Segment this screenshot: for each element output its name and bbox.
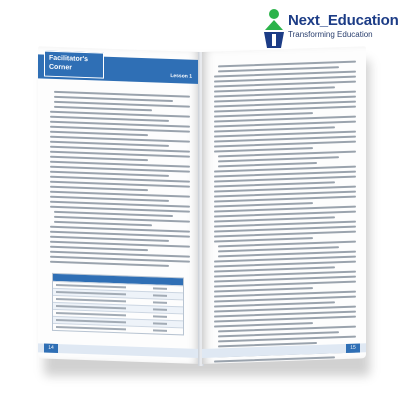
left-page [38, 46, 200, 364]
left-page-text-block [50, 91, 190, 271]
assessment-table [52, 273, 184, 336]
right-page [202, 46, 366, 364]
open-book [38, 52, 368, 370]
facilitator-corner-box [44, 51, 104, 79]
right-page-number: 15 [346, 343, 360, 352]
banner-title-line2: Corner [49, 63, 72, 72]
lesson-label: Lesson 1 [170, 72, 192, 80]
banner-title-line1: Facilitator's [49, 54, 89, 64]
left-page-number: 14 [44, 344, 58, 353]
next-education-logo-icon [262, 8, 286, 52]
brand-tagline: Transforming Education [288, 30, 373, 39]
left-footer-bar [38, 343, 200, 358]
right-page-text-block [214, 61, 356, 364]
brand-name: Next_Education [288, 12, 399, 29]
